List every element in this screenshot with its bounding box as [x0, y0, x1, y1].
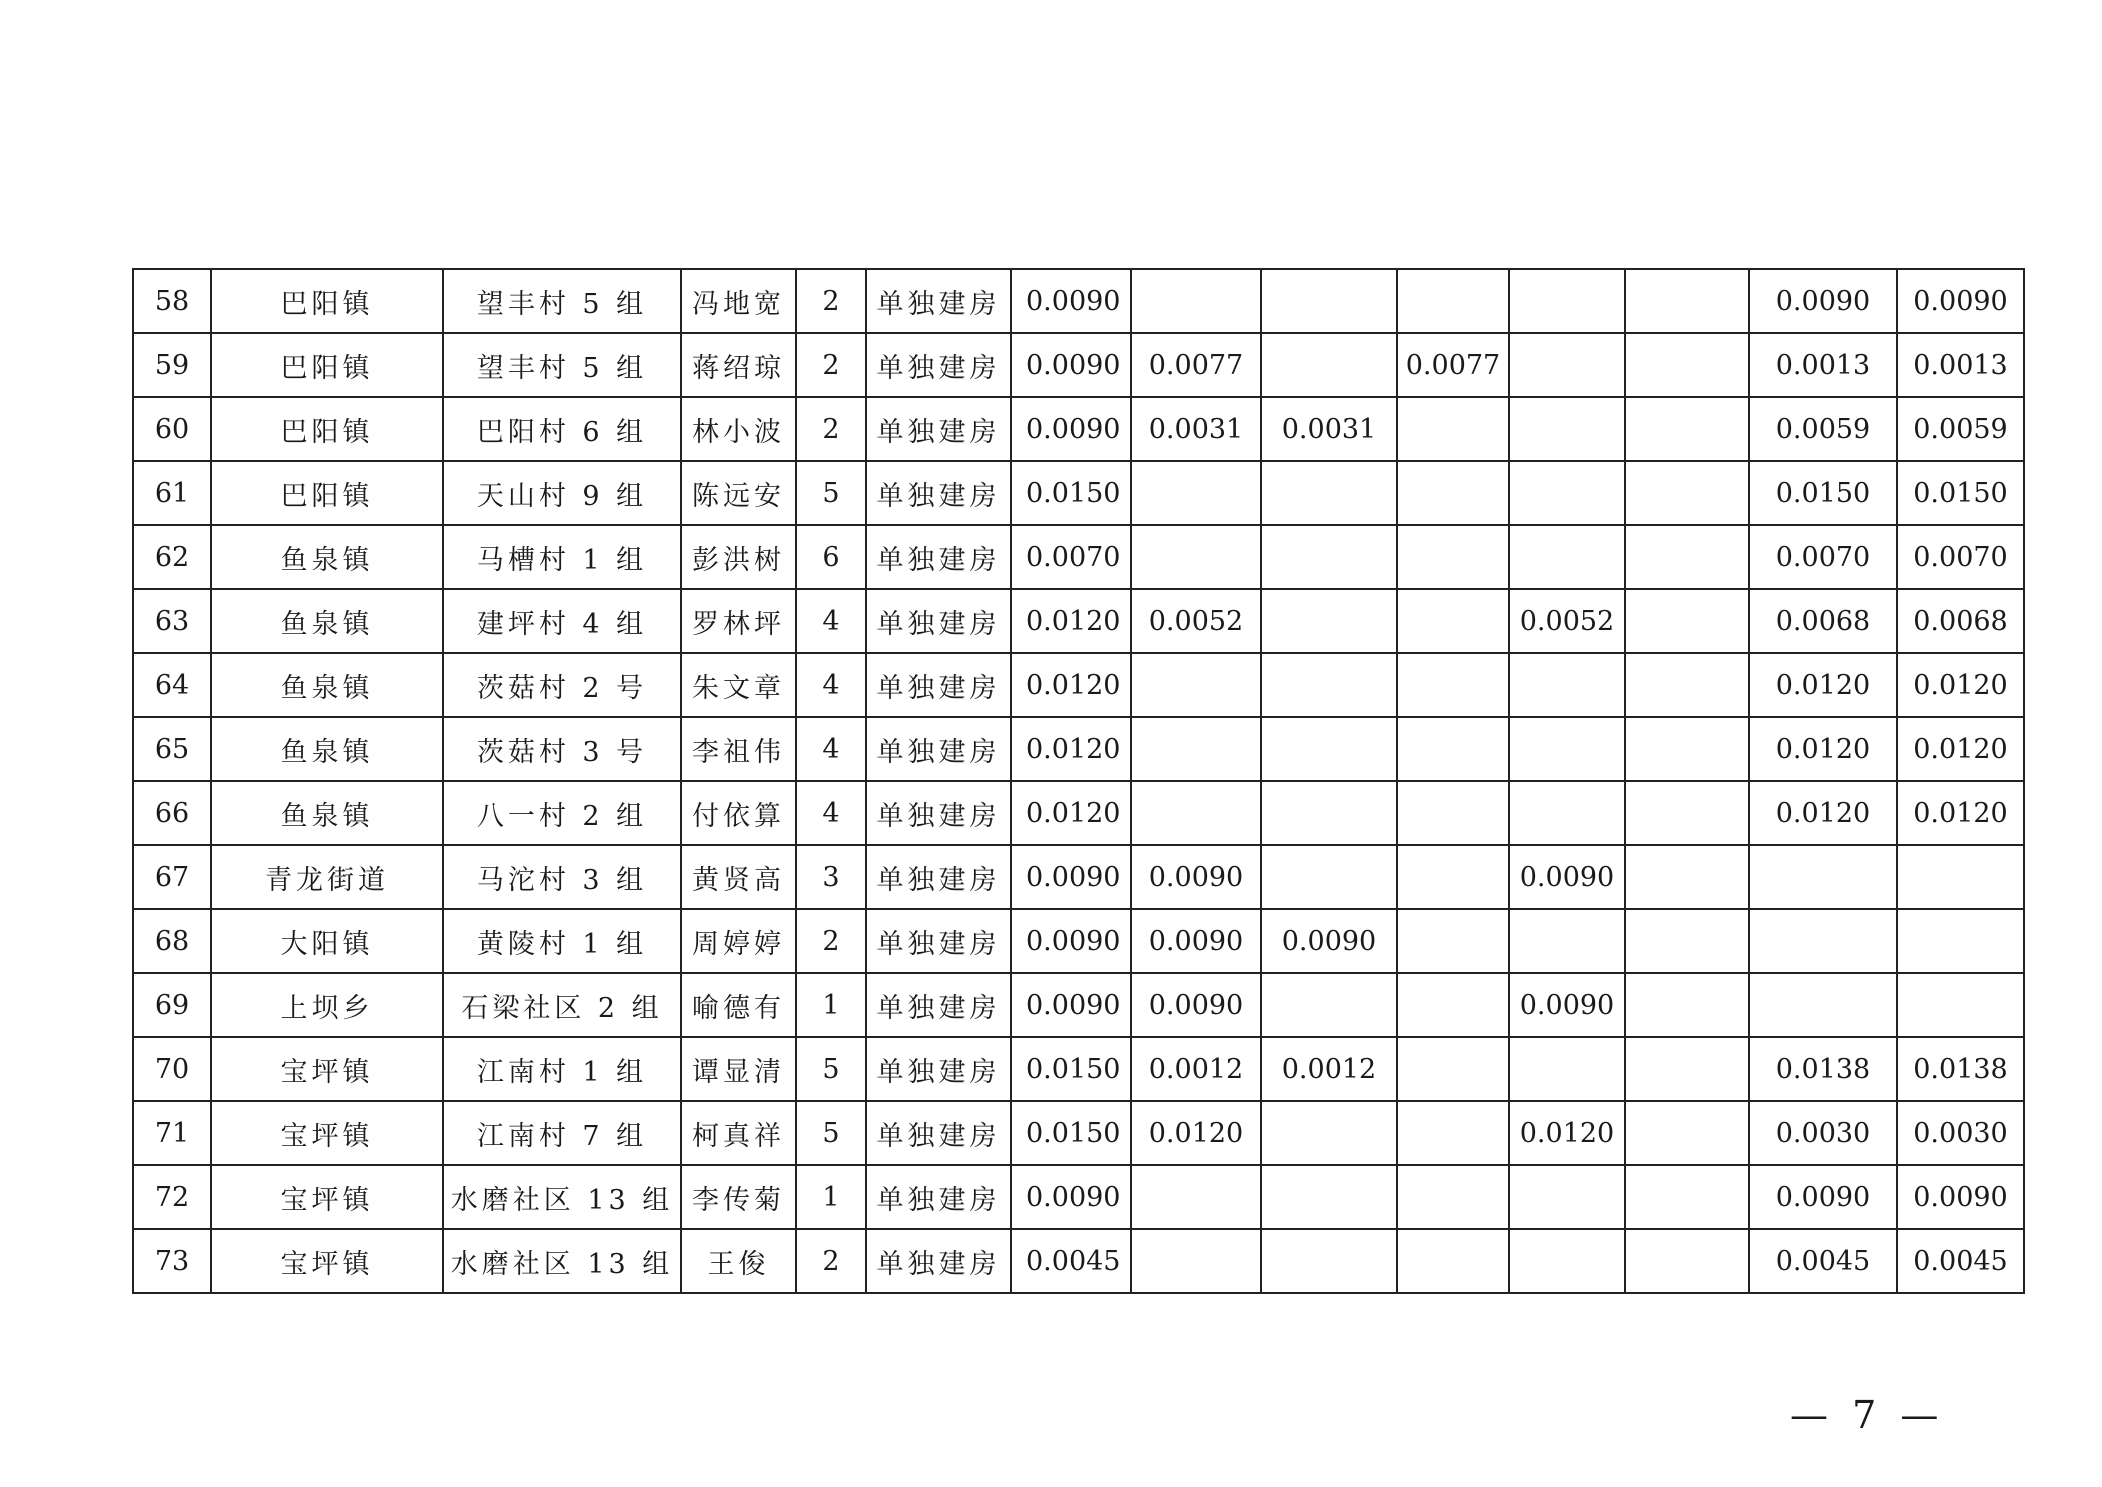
cell-area-col-9 [1261, 525, 1397, 589]
cell-town: 巴阳镇 [211, 461, 443, 525]
cell-village-group: 黄陵村 1 组 [443, 909, 681, 973]
cell-area-col-10 [1397, 653, 1509, 717]
cell-area-col-9 [1261, 333, 1397, 397]
cell-household-size: 3 [796, 845, 866, 909]
cell-household-size: 4 [796, 717, 866, 781]
cell-area-total: 0.0120 [1011, 781, 1131, 845]
cell-area-col-9 [1261, 973, 1397, 1037]
cell-area-col-14 [1897, 973, 2024, 1037]
cell-area-col-12 [1625, 909, 1749, 973]
cell-area-col-12 [1625, 973, 1749, 1037]
cell-area-col-9: 0.0031 [1261, 397, 1397, 461]
cell-area-col-13: 0.0013 [1749, 333, 1897, 397]
table-row [133, 525, 2024, 589]
cell-area-col-9 [1261, 781, 1397, 845]
cell-area-col-8 [1131, 653, 1261, 717]
table-row [133, 269, 2024, 333]
cell-area-col-11: 0.0052 [1509, 589, 1625, 653]
cell-area-col-12 [1625, 525, 1749, 589]
cell-row-index: 73 [133, 1229, 211, 1293]
cell-row-index: 63 [133, 589, 211, 653]
cell-applicant-name: 蒋绍琼 [681, 333, 796, 397]
cell-area-col-13: 0.0138 [1749, 1037, 1897, 1101]
cell-village-group: 茨菇村 2 号 [443, 653, 681, 717]
cell-town: 宝坪镇 [211, 1101, 443, 1165]
cell-village-group: 江南村 7 组 [443, 1101, 681, 1165]
cell-area-col-14: 0.0120 [1897, 717, 2024, 781]
cell-area-col-14: 0.0030 [1897, 1101, 2024, 1165]
table-row [133, 333, 2024, 397]
table-row [133, 461, 2024, 525]
cell-area-total: 0.0090 [1011, 909, 1131, 973]
cell-household-size: 5 [796, 461, 866, 525]
cell-applicant-name: 朱文章 [681, 653, 796, 717]
cell-village-group: 石梁社区 2 组 [443, 973, 681, 1037]
cell-row-index: 68 [133, 909, 211, 973]
cell-area-col-12 [1625, 717, 1749, 781]
cell-area-total: 0.0070 [1011, 525, 1131, 589]
cell-area-col-12 [1625, 781, 1749, 845]
cell-area-col-13: 0.0120 [1749, 653, 1897, 717]
cell-area-col-9 [1261, 461, 1397, 525]
cell-area-total: 0.0090 [1011, 973, 1131, 1037]
cell-row-index: 66 [133, 781, 211, 845]
cell-area-col-8 [1131, 1165, 1261, 1229]
cell-area-col-12 [1625, 1037, 1749, 1101]
cell-area-col-9 [1261, 1101, 1397, 1165]
cell-area-col-12 [1625, 845, 1749, 909]
cell-town: 宝坪镇 [211, 1229, 443, 1293]
cell-area-total: 0.0090 [1011, 269, 1131, 333]
cell-area-col-9 [1261, 1165, 1397, 1229]
cell-build-type: 单独建房 [866, 1037, 1011, 1101]
cell-area-col-11 [1509, 525, 1625, 589]
cell-town: 鱼泉镇 [211, 525, 443, 589]
cell-build-type: 单独建房 [866, 653, 1011, 717]
cell-row-index: 70 [133, 1037, 211, 1101]
cell-area-col-11 [1509, 1165, 1625, 1229]
cell-area-col-10 [1397, 269, 1509, 333]
cell-build-type: 单独建房 [866, 1229, 1011, 1293]
cell-village-group: 八一村 2 组 [443, 781, 681, 845]
table-row [133, 1165, 2024, 1229]
cell-area-col-12 [1625, 397, 1749, 461]
cell-area-col-13: 0.0150 [1749, 461, 1897, 525]
cell-household-size: 4 [796, 589, 866, 653]
cell-village-group: 巴阳村 6 组 [443, 397, 681, 461]
cell-area-col-12 [1625, 461, 1749, 525]
cell-area-col-13 [1749, 909, 1897, 973]
cell-area-col-9: 0.0090 [1261, 909, 1397, 973]
cell-area-col-9 [1261, 717, 1397, 781]
cell-area-total: 0.0090 [1011, 1165, 1131, 1229]
cell-area-col-11 [1509, 1229, 1625, 1293]
cell-row-index: 69 [133, 973, 211, 1037]
cell-town: 巴阳镇 [211, 333, 443, 397]
cell-row-index: 61 [133, 461, 211, 525]
cell-area-col-13: 0.0068 [1749, 589, 1897, 653]
cell-area-col-10 [1397, 973, 1509, 1037]
cell-area-col-13: 0.0120 [1749, 717, 1897, 781]
cell-area-total: 0.0150 [1011, 461, 1131, 525]
cell-area-col-8: 0.0090 [1131, 909, 1261, 973]
cell-town: 鱼泉镇 [211, 653, 443, 717]
cell-area-col-13 [1749, 973, 1897, 1037]
cell-area-col-14: 0.0120 [1897, 653, 2024, 717]
cell-area-col-11 [1509, 717, 1625, 781]
cell-row-index: 62 [133, 525, 211, 589]
cell-build-type: 单独建房 [866, 717, 1011, 781]
cell-area-col-8 [1131, 461, 1261, 525]
cell-town: 鱼泉镇 [211, 589, 443, 653]
cell-area-col-8: 0.0120 [1131, 1101, 1261, 1165]
cell-area-col-9 [1261, 1229, 1397, 1293]
table-body [133, 269, 2024, 1293]
cell-area-col-10 [1397, 717, 1509, 781]
cell-area-col-8: 0.0031 [1131, 397, 1261, 461]
cell-applicant-name: 谭显清 [681, 1037, 796, 1101]
cell-household-size: 1 [796, 973, 866, 1037]
cell-area-col-10 [1397, 781, 1509, 845]
cell-town: 鱼泉镇 [211, 717, 443, 781]
cell-area-total: 0.0045 [1011, 1229, 1131, 1293]
cell-area-col-14: 0.0138 [1897, 1037, 2024, 1101]
cell-row-index: 65 [133, 717, 211, 781]
cell-household-size: 2 [796, 397, 866, 461]
cell-applicant-name: 冯地宽 [681, 269, 796, 333]
cell-applicant-name: 彭洪树 [681, 525, 796, 589]
cell-area-col-10 [1397, 461, 1509, 525]
cell-build-type: 单独建房 [866, 1165, 1011, 1229]
cell-area-col-11 [1509, 461, 1625, 525]
cell-area-col-8: 0.0012 [1131, 1037, 1261, 1101]
cell-village-group: 江南村 1 组 [443, 1037, 681, 1101]
cell-town: 宝坪镇 [211, 1165, 443, 1229]
cell-area-col-10: 0.0077 [1397, 333, 1509, 397]
cell-build-type: 单独建房 [866, 525, 1011, 589]
table-row [133, 845, 2024, 909]
cell-area-col-8 [1131, 1229, 1261, 1293]
table-row [133, 973, 2024, 1037]
cell-area-col-10 [1397, 1165, 1509, 1229]
table-row [133, 781, 2024, 845]
cell-build-type: 单独建房 [866, 973, 1011, 1037]
cell-area-col-12 [1625, 653, 1749, 717]
cell-applicant-name: 周婷婷 [681, 909, 796, 973]
cell-area-col-11: 0.0120 [1509, 1101, 1625, 1165]
cell-town: 鱼泉镇 [211, 781, 443, 845]
cell-area-col-12 [1625, 1165, 1749, 1229]
cell-area-col-9: 0.0012 [1261, 1037, 1397, 1101]
cell-village-group: 天山村 9 组 [443, 461, 681, 525]
cell-area-col-8: 0.0090 [1131, 845, 1261, 909]
cell-town: 上坝乡 [211, 973, 443, 1037]
cell-area-col-14: 0.0090 [1897, 269, 2024, 333]
cell-area-col-12 [1625, 1229, 1749, 1293]
cell-area-total: 0.0090 [1011, 333, 1131, 397]
cell-area-col-10 [1397, 1101, 1509, 1165]
cell-area-col-13: 0.0030 [1749, 1101, 1897, 1165]
cell-area-col-8: 0.0052 [1131, 589, 1261, 653]
cell-build-type: 单独建房 [866, 909, 1011, 973]
cell-area-col-8: 0.0077 [1131, 333, 1261, 397]
cell-row-index: 60 [133, 397, 211, 461]
table-row [133, 1037, 2024, 1101]
cell-area-col-9 [1261, 845, 1397, 909]
table-row [133, 1229, 2024, 1293]
cell-area-col-13: 0.0045 [1749, 1229, 1897, 1293]
cell-household-size: 4 [796, 653, 866, 717]
land-use-table [132, 268, 2025, 1294]
cell-area-total: 0.0090 [1011, 397, 1131, 461]
cell-area-col-11 [1509, 397, 1625, 461]
cell-applicant-name: 罗林坪 [681, 589, 796, 653]
cell-area-col-9 [1261, 269, 1397, 333]
cell-area-col-11 [1509, 653, 1625, 717]
cell-area-col-11 [1509, 269, 1625, 333]
cell-village-group: 马沱村 3 组 [443, 845, 681, 909]
cell-area-col-14 [1897, 909, 2024, 973]
cell-area-col-13: 0.0090 [1749, 1165, 1897, 1229]
cell-household-size: 5 [796, 1037, 866, 1101]
cell-area-col-10 [1397, 397, 1509, 461]
cell-household-size: 5 [796, 1101, 866, 1165]
cell-household-size: 6 [796, 525, 866, 589]
cell-town: 巴阳镇 [211, 269, 443, 333]
cell-applicant-name: 柯真祥 [681, 1101, 796, 1165]
cell-town: 大阳镇 [211, 909, 443, 973]
cell-applicant-name: 付依算 [681, 781, 796, 845]
cell-applicant-name: 李传菊 [681, 1165, 796, 1229]
page-number: — 7 — [1790, 1393, 1945, 1437]
cell-build-type: 单独建房 [866, 397, 1011, 461]
cell-area-col-8 [1131, 781, 1261, 845]
table-row [133, 589, 2024, 653]
cell-area-total: 0.0120 [1011, 717, 1131, 781]
cell-town: 巴阳镇 [211, 397, 443, 461]
cell-row-index: 59 [133, 333, 211, 397]
cell-village-group: 马槽村 1 组 [443, 525, 681, 589]
cell-area-col-10 [1397, 845, 1509, 909]
cell-village-group: 望丰村 5 组 [443, 269, 681, 333]
cell-area-col-10 [1397, 589, 1509, 653]
cell-area-col-10 [1397, 525, 1509, 589]
cell-area-col-13: 0.0070 [1749, 525, 1897, 589]
cell-household-size: 2 [796, 909, 866, 973]
cell-row-index: 64 [133, 653, 211, 717]
table-row [133, 397, 2024, 461]
cell-area-col-12 [1625, 333, 1749, 397]
cell-area-col-12 [1625, 269, 1749, 333]
cell-household-size: 2 [796, 333, 866, 397]
cell-area-col-14 [1897, 845, 2024, 909]
cell-build-type: 单独建房 [866, 781, 1011, 845]
cell-area-col-8 [1131, 269, 1261, 333]
cell-row-index: 67 [133, 845, 211, 909]
cell-area-col-10 [1397, 909, 1509, 973]
cell-area-col-14: 0.0150 [1897, 461, 2024, 525]
cell-area-col-14: 0.0070 [1897, 525, 2024, 589]
cell-village-group: 建坪村 4 组 [443, 589, 681, 653]
table-row [133, 653, 2024, 717]
cell-build-type: 单独建房 [866, 845, 1011, 909]
cell-applicant-name: 李祖伟 [681, 717, 796, 781]
cell-build-type: 单独建房 [866, 269, 1011, 333]
cell-village-group: 茨菇村 3 号 [443, 717, 681, 781]
cell-area-col-11 [1509, 781, 1625, 845]
cell-area-col-11 [1509, 333, 1625, 397]
cell-area-total: 0.0150 [1011, 1037, 1131, 1101]
cell-village-group: 望丰村 5 组 [443, 333, 681, 397]
cell-area-total: 0.0120 [1011, 653, 1131, 717]
cell-build-type: 单独建房 [866, 589, 1011, 653]
cell-applicant-name: 喻德有 [681, 973, 796, 1037]
cell-area-col-11: 0.0090 [1509, 845, 1625, 909]
cell-area-col-12 [1625, 1101, 1749, 1165]
cell-area-col-13: 0.0090 [1749, 269, 1897, 333]
cell-village-group: 水磨社区 13 组 [443, 1229, 681, 1293]
cell-area-col-10 [1397, 1037, 1509, 1101]
cell-area-col-11 [1509, 1037, 1625, 1101]
cell-area-col-13 [1749, 845, 1897, 909]
cell-applicant-name: 王俊 [681, 1229, 796, 1293]
table-row [133, 1101, 2024, 1165]
cell-applicant-name: 林小波 [681, 397, 796, 461]
cell-household-size: 2 [796, 1229, 866, 1293]
cell-area-col-13: 0.0120 [1749, 781, 1897, 845]
cell-row-index: 71 [133, 1101, 211, 1165]
cell-row-index: 72 [133, 1165, 211, 1229]
cell-area-col-8 [1131, 717, 1261, 781]
cell-town: 青龙街道 [211, 845, 443, 909]
table-row [133, 909, 2024, 973]
cell-area-total: 0.0090 [1011, 845, 1131, 909]
table-row [133, 717, 2024, 781]
cell-household-size: 2 [796, 269, 866, 333]
cell-area-col-12 [1625, 589, 1749, 653]
cell-household-size: 1 [796, 1165, 866, 1229]
cell-area-col-9 [1261, 653, 1397, 717]
cell-build-type: 单独建房 [866, 461, 1011, 525]
cell-area-total: 0.0150 [1011, 1101, 1131, 1165]
cell-area-col-14: 0.0059 [1897, 397, 2024, 461]
cell-area-col-11: 0.0090 [1509, 973, 1625, 1037]
cell-household-size: 4 [796, 781, 866, 845]
cell-area-col-10 [1397, 1229, 1509, 1293]
cell-area-col-14: 0.0068 [1897, 589, 2024, 653]
cell-area-col-14: 0.0090 [1897, 1165, 2024, 1229]
cell-area-col-14: 0.0045 [1897, 1229, 2024, 1293]
cell-build-type: 单独建房 [866, 333, 1011, 397]
cell-area-col-9 [1261, 589, 1397, 653]
cell-area-col-8 [1131, 525, 1261, 589]
cell-applicant-name: 黄贤高 [681, 845, 796, 909]
cell-area-col-11 [1509, 909, 1625, 973]
cell-area-total: 0.0120 [1011, 589, 1131, 653]
cell-area-col-14: 0.0120 [1897, 781, 2024, 845]
cell-area-col-13: 0.0059 [1749, 397, 1897, 461]
cell-row-index: 58 [133, 269, 211, 333]
cell-village-group: 水磨社区 13 组 [443, 1165, 681, 1229]
cell-applicant-name: 陈远安 [681, 461, 796, 525]
cell-area-col-14: 0.0013 [1897, 333, 2024, 397]
cell-area-col-8: 0.0090 [1131, 973, 1261, 1037]
cell-town: 宝坪镇 [211, 1037, 443, 1101]
cell-build-type: 单独建房 [866, 1101, 1011, 1165]
